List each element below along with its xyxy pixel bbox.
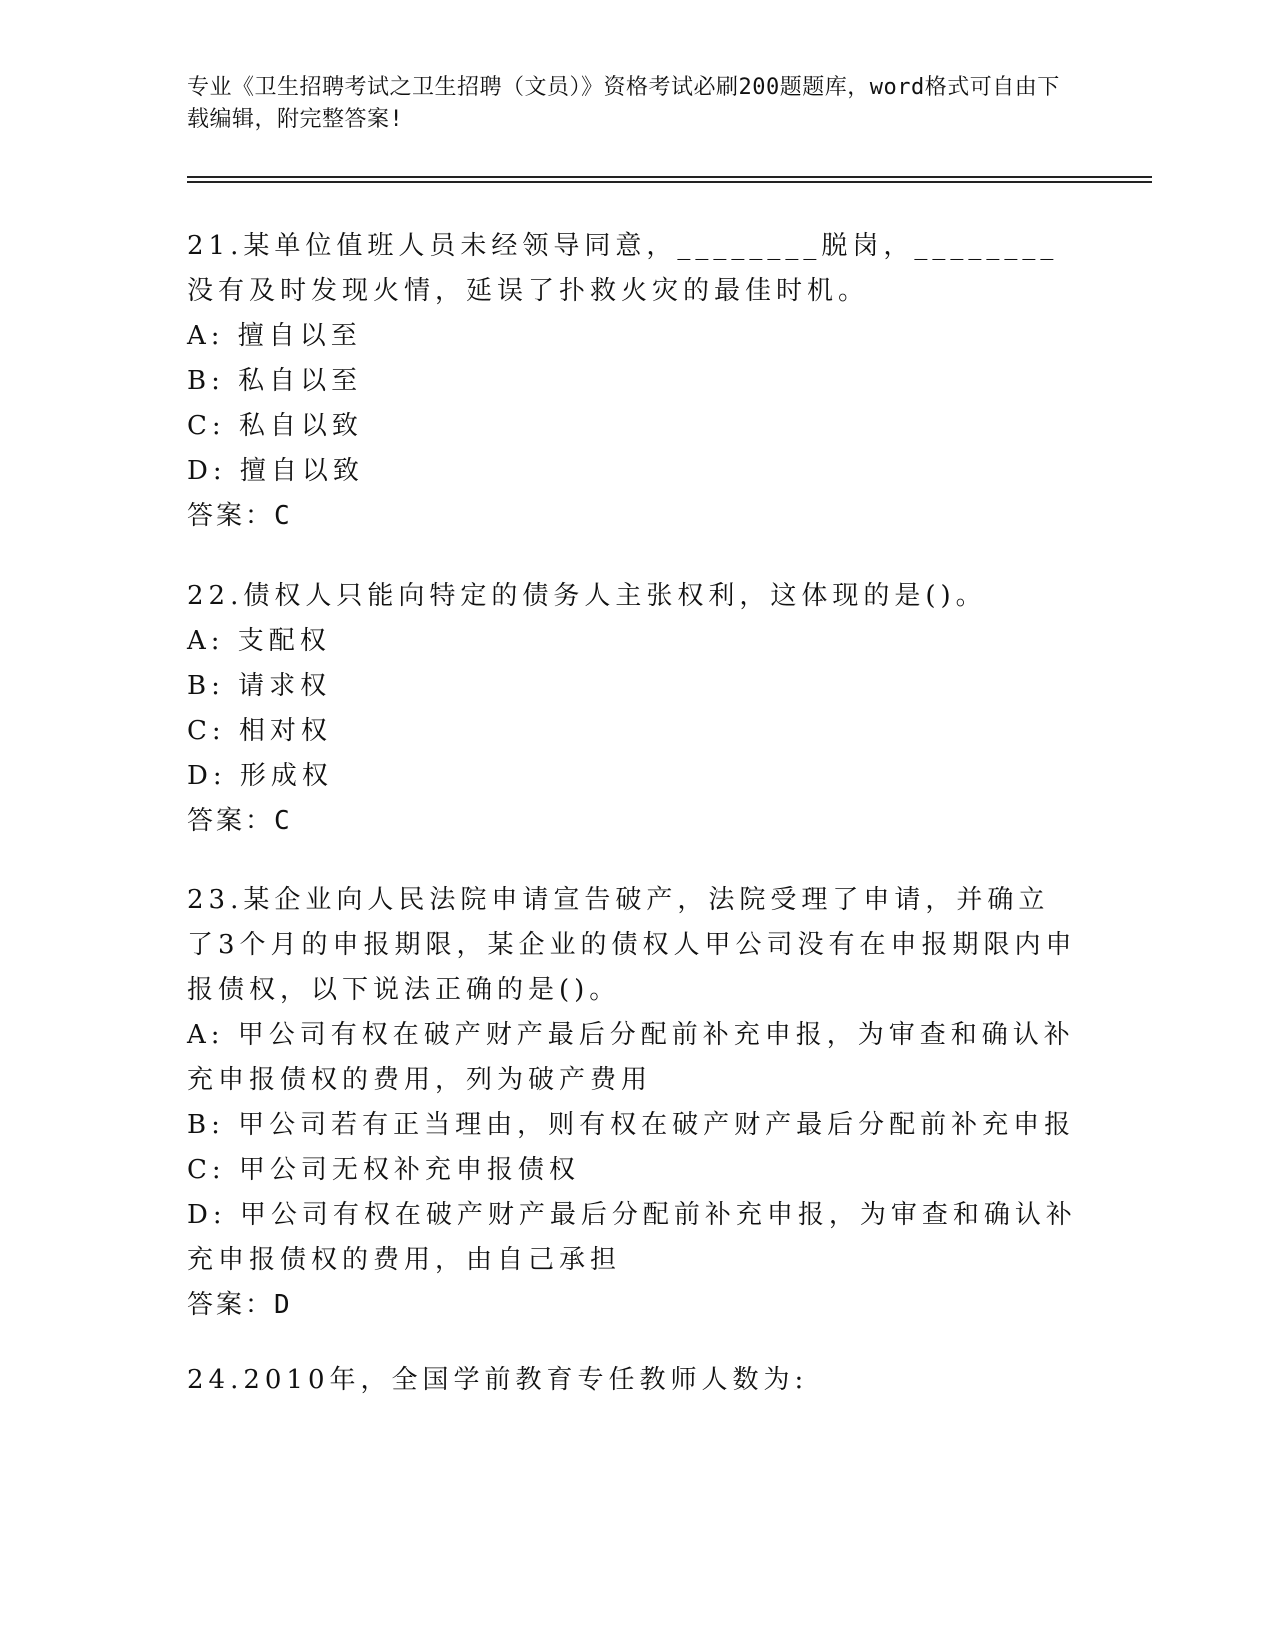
document-header: 专业《卫生招聘考试之卫生招聘（文员）》资格考试必刷200题题库，word格式可自由下载编辑，附完整答案! — [187, 75, 1060, 132]
question-23 — [187, 878, 1077, 1328]
answer-label: 答案： — [187, 1290, 275, 1320]
question-stem: 21.某单位值班人员未经领导同意，________脱岗，________没有及时发现火情，延误了扑救火灾的最佳时机。 — [187, 231, 1059, 306]
question-22 — [187, 574, 1077, 844]
answer-label: 答案： — [187, 501, 275, 531]
answer-value: C — [274, 806, 293, 836]
answer-line — [187, 494, 1077, 539]
option-a: A: 支配权 — [187, 626, 331, 656]
answer-value: C — [274, 501, 293, 531]
answer-line — [187, 799, 1077, 844]
question-21 — [187, 224, 1077, 539]
question-24 — [187, 1358, 1077, 1403]
answer-value: D — [274, 1290, 293, 1320]
option-a: A: 甲公司有权在破产财产最后分配前补充申报，为审查和确认补充申报债权的费用，列为破产费用 — [187, 1020, 1075, 1095]
header-divider-top — [187, 176, 1152, 178]
option-d: D: 擅自以致 — [187, 456, 364, 486]
question-stem: 22.债权人只能向特定的债务人主张权利，这体现的是()。 — [187, 581, 987, 611]
option-b: B: 甲公司若有正当理由，则有权在破产财产最后分配前补充申报 — [187, 1110, 1076, 1140]
option-c: C: 私自以致 — [187, 411, 363, 441]
option-b: B: 私自以至 — [187, 366, 363, 396]
answer-line — [187, 1283, 1077, 1328]
option-d: D: 形成权 — [187, 761, 333, 791]
option-c: C: 相对权 — [187, 716, 332, 746]
answer-label: 答案： — [187, 806, 275, 836]
header-divider-bottom — [187, 181, 1152, 183]
option-b: B: 请求权 — [187, 671, 332, 701]
option-a: A: 擅自以至 — [187, 321, 362, 351]
option-c: C: 甲公司无权补充申报债权 — [187, 1155, 580, 1185]
question-stem: 23.某企业向人民法院申请宣告破产，法院受理了申请，并确立了3个月的申报期限，某企业的债权人甲公司没有在申报期限内申报债权，以下说法正确的是()。 — [187, 885, 1077, 1005]
option-d: D: 甲公司有权在破产财产最后分配前补充申报，为审查和确认补充申报债权的费用，由自己承担 — [187, 1200, 1077, 1275]
question-stem: 24.2010年，全国学前教育专任教师人数为: — [187, 1365, 809, 1395]
